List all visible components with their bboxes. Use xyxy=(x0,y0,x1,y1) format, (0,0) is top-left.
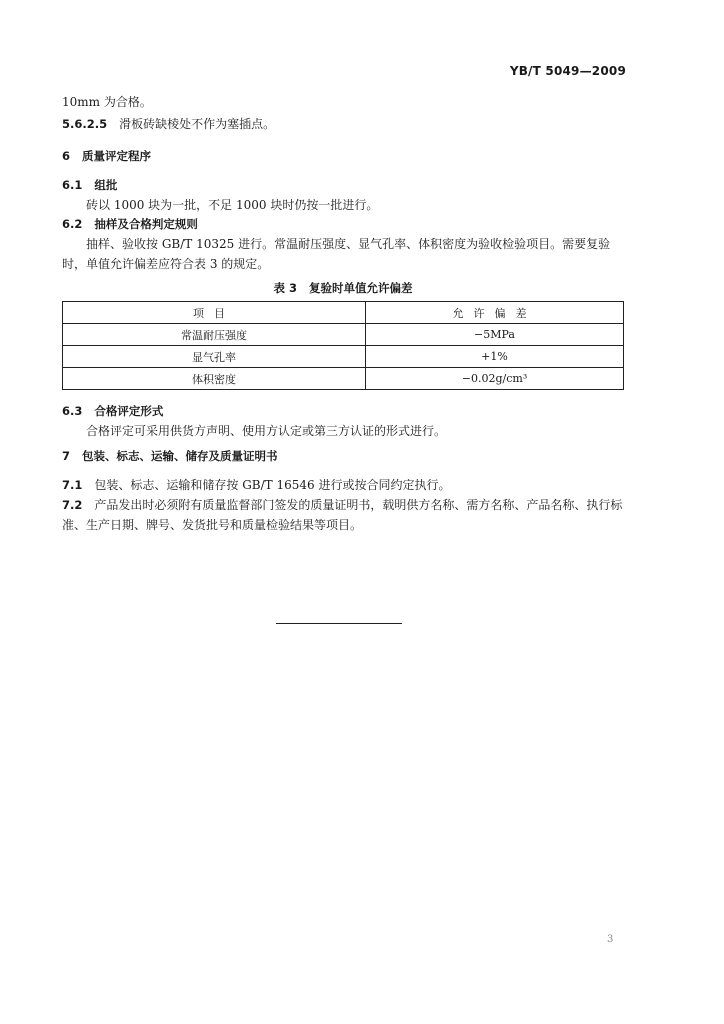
clause-6-1-heading xyxy=(62,177,117,193)
table-row xyxy=(63,368,624,390)
table-title: 复验时单值允许偏差 xyxy=(309,281,413,295)
clause-number: 6.2 xyxy=(62,217,83,231)
clause-7-2-line2: 准、生产日期、牌号、发货批号和质量检验结果等项目。 xyxy=(62,518,363,532)
section-title: 质量评定程序 xyxy=(82,149,152,163)
clause-text: 滑板砖缺棱处不作为塞插点。 xyxy=(119,117,276,131)
clause-number: 6.3 xyxy=(62,404,83,418)
clause-text: 产品发出时必须附有质量监督部门签发的质量证明书，载明供方名称、需方名称、产品名称、执行标 xyxy=(94,498,623,512)
section-title: 包装、标志、运输、储存及质量证明书 xyxy=(82,449,278,463)
deviation-cell: −0.02g/cm³ xyxy=(366,368,624,390)
clause-6-3-text: 合格评定可采用供货方声明、使用方认定或第三方认证的形式进行。 xyxy=(86,424,447,438)
table-caption xyxy=(62,280,624,296)
clause-title: 组批 xyxy=(94,178,118,192)
end-rule xyxy=(276,623,402,624)
table-row xyxy=(63,324,624,346)
clause-title: 抽样及合格判定规则 xyxy=(94,217,198,231)
clause-6-2-text-line1: 抽样、验收按 GB/T 10325 进行。常温耐压强度、显气孔率、体积密度为验收检验项目。需要复验 xyxy=(86,237,611,251)
section-7-heading xyxy=(62,448,278,464)
item-cell: 体积密度 xyxy=(63,368,366,390)
clause-5-6-2-5 xyxy=(62,116,275,132)
clause-number: 6.1 xyxy=(62,178,83,192)
clause-6-2-text-line2: 时，单值允许偏差应符合表 3 的规定。 xyxy=(62,257,270,271)
clause-number: 5.6.2.5 xyxy=(62,117,108,131)
clause-title: 合格评定形式 xyxy=(94,404,164,418)
clause-7-1 xyxy=(62,477,450,493)
table-row xyxy=(63,346,624,368)
deviation-cell: −5MPa xyxy=(366,324,624,346)
section-number: 6 xyxy=(62,149,71,163)
deviation-table xyxy=(62,301,624,390)
clause-number: 7.2 xyxy=(62,498,83,512)
clause-6-2-heading xyxy=(62,216,198,232)
item-cell: 显气孔率 xyxy=(63,346,366,368)
header-item: 项目 xyxy=(63,302,366,324)
table-label: 表 3 xyxy=(273,281,297,295)
deviation-cell: +1% xyxy=(366,346,624,368)
clause-6-3-heading xyxy=(62,403,163,419)
section-6-heading xyxy=(62,148,151,164)
clause-7-2-line1 xyxy=(62,497,622,513)
table-header-row xyxy=(63,302,624,324)
page-number: 3 xyxy=(607,934,614,945)
standard-number: YB/T 5049—2009 xyxy=(509,64,626,78)
clause-6-1-text: 砖以 1000 块为一批，不足 1000 块时仍按一批进行。 xyxy=(86,198,379,212)
item-cell: 常温耐压强度 xyxy=(63,324,366,346)
section-number: 7 xyxy=(62,449,71,463)
continuation-line: 10mm 为合格。 xyxy=(62,95,152,109)
clause-number: 7.1 xyxy=(62,478,83,492)
clause-text: 包装、标志、运输和储存按 GB/T 16546 进行或按合同约定执行。 xyxy=(94,478,451,492)
header-deviation: 允许偏差 xyxy=(366,302,624,324)
